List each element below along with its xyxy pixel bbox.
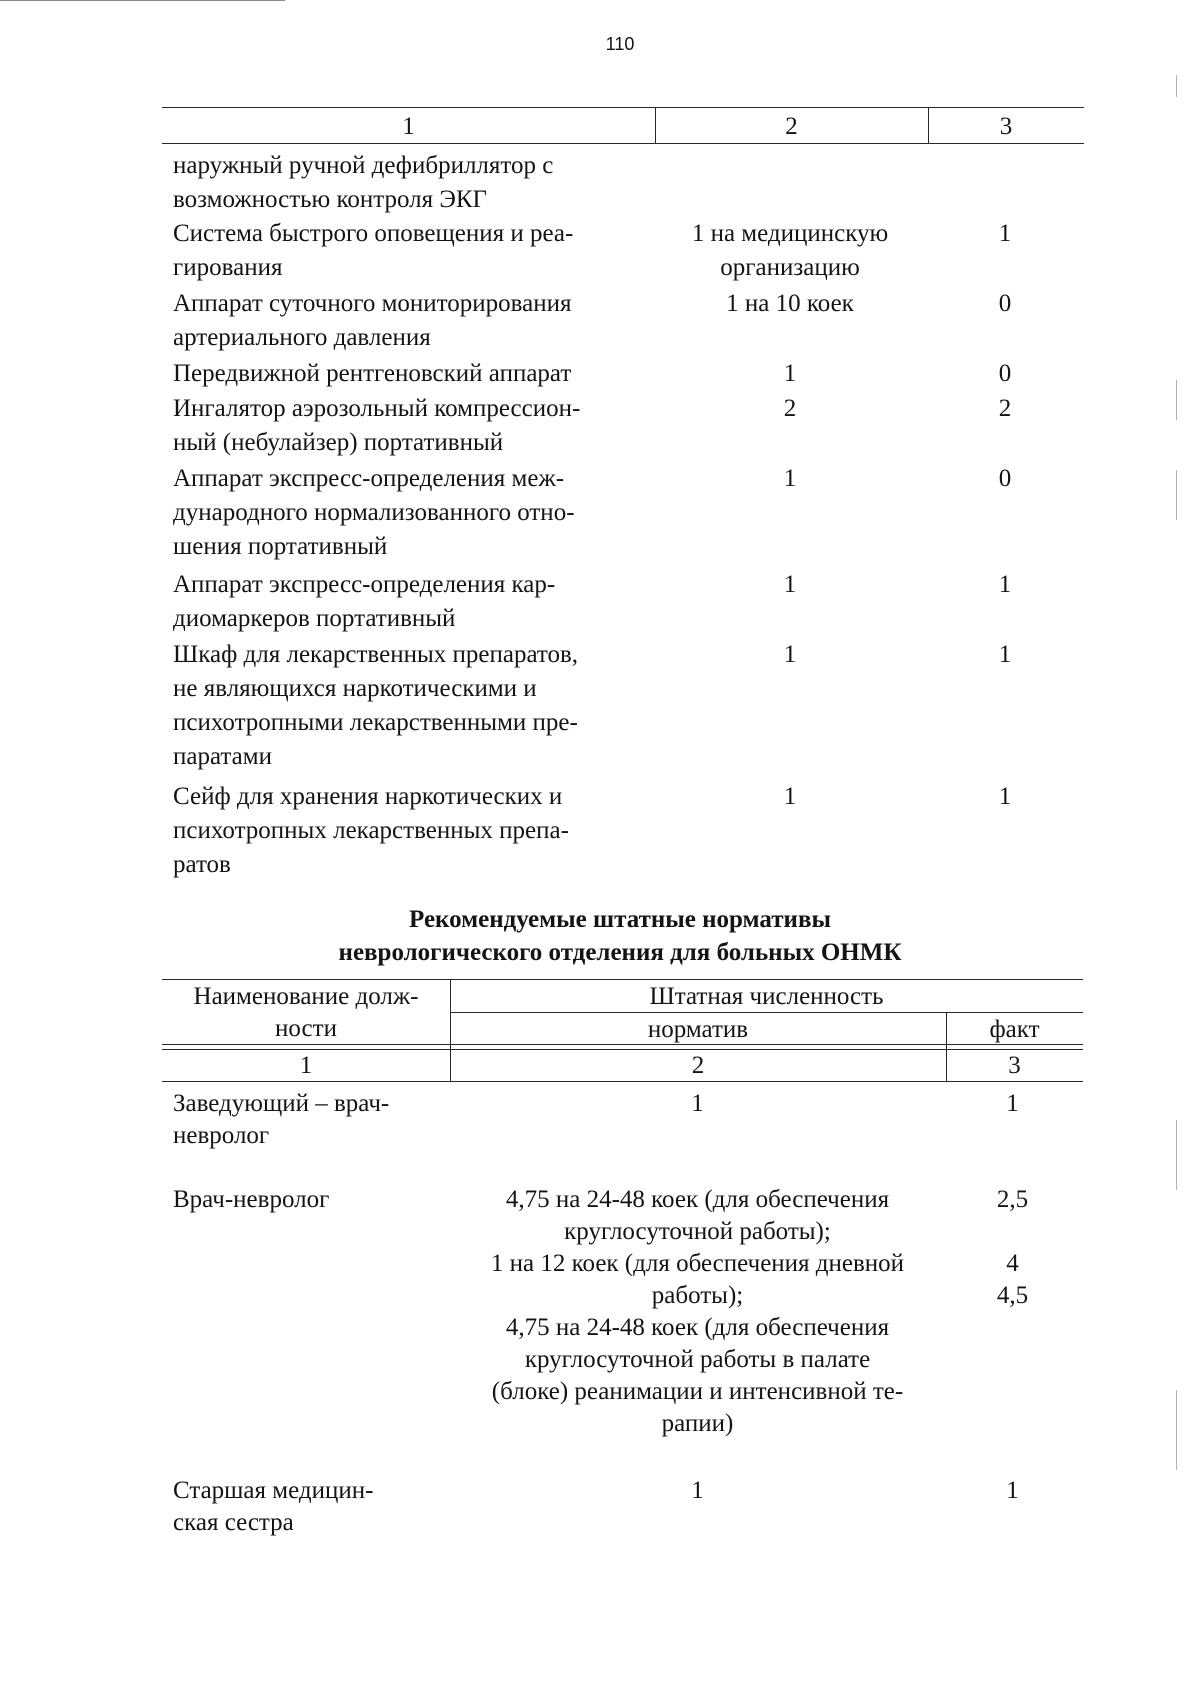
staff-norm: 1 <box>691 1090 704 1117</box>
equipment-quantity: 1 на медицинскую организацию <box>691 220 889 281</box>
header-cell: 1 <box>402 113 415 140</box>
equipment-fact: 0 <box>998 360 1012 387</box>
staff-position: Врач-невролог <box>173 1186 330 1213</box>
staff-header-norm: норматив <box>647 1016 749 1043</box>
equipment-name: Аппарат экспресс-определения кар- диомаркеров портативный <box>173 571 556 632</box>
equipment-fact: 2 <box>998 395 1012 422</box>
equipment-fact: 0 <box>998 290 1012 317</box>
equipment-quantity: 1 <box>783 571 797 598</box>
staff-position: Старшая медицин- ская сестра <box>173 1477 374 1536</box>
staff-number-row-rule <box>162 1081 1083 1082</box>
scan-speck <box>1176 1390 1177 1470</box>
equipment-fact: 1 <box>998 641 1012 668</box>
equipment-name: Передвижной рентгеновский аппарат <box>173 360 572 387</box>
staff-norm: 1 <box>691 1477 704 1504</box>
section-title-line-2: неврологического отделения для больных ОНМК <box>338 939 902 966</box>
scan-speck <box>1176 470 1177 520</box>
equipment-name: Шкаф для лекарственных препаратов, не являющихся наркотическими и психотропными лекарственными пре- паратами <box>173 641 579 770</box>
equipment-quantity: 1 <box>783 360 797 387</box>
staff-norm: 4,75 на 24-48 коек (для обеспечения круглосуточной работы); 1 на 12 коек (для обеспечения дневной работы); 4,75 на 24-48 коек (для обеспечения круглосуточной работы в палате (блоке) реанимации и интенсивной те- рапии) <box>490 1186 905 1437</box>
equipment-name: наружный ручной дефибриллятор с возможностью контроля ЭКГ <box>173 152 554 213</box>
staff-col-number: 2 <box>691 1052 705 1079</box>
equipment-name: Система быстрого оповещения и реа- гирования <box>173 220 574 281</box>
equipment-name: Сейф для хранения наркотических и психотропных лекарственных препа- ратов <box>173 783 569 878</box>
equipment-name: Аппарат суточного мониторирования артериального давления <box>173 290 572 351</box>
staff-header-double-rule-b <box>162 1049 1083 1050</box>
equipment-name: Аппарат экспресс-определения меж- дународного нормализованного отно- шения портативный <box>173 465 575 560</box>
table-top-rule <box>162 107 1084 108</box>
staff-fact: 1 <box>1006 1090 1019 1117</box>
staff-col-number: 1 <box>299 1052 313 1079</box>
section-title-line-1: Рекомендуемые штатные нормативы <box>409 906 831 933</box>
scan-artifact-line <box>0 0 285 1</box>
staff-header-fact: факт <box>989 1016 1040 1043</box>
staff-header-position: Наименование долж- ности <box>193 983 419 1042</box>
equipment-fact: 1 <box>998 783 1012 810</box>
staff-fact: 1 <box>1006 1477 1019 1504</box>
staff-table-top-rule <box>162 979 1083 980</box>
equipment-name: Ингалятор аэрозольный компрессион- ный (небулайзер) портативный <box>173 395 581 456</box>
page-number: 110 <box>605 34 635 54</box>
staff-position: Заведующий – врач- невролог <box>173 1090 390 1149</box>
equipment-fact: 1 <box>998 571 1012 598</box>
equipment-fact: 1 <box>998 220 1012 247</box>
staff-header-staffing: Штатная численность <box>649 983 884 1010</box>
header-cell: 3 <box>999 113 1013 140</box>
equipment-quantity: 1 на 10 коек <box>726 290 854 317</box>
equipment-quantity: 1 <box>783 641 797 668</box>
header-cell: 2 <box>785 113 798 140</box>
scan-speck <box>1176 1120 1177 1190</box>
equipment-quantity: 1 <box>783 465 797 492</box>
staff-fact: 2,5 4 4,5 <box>996 1186 1029 1309</box>
equipment-quantity: 1 <box>783 783 797 810</box>
scan-speck <box>1176 380 1177 420</box>
equipment-quantity: 2 <box>783 395 797 422</box>
equipment-fact: 0 <box>998 465 1012 492</box>
table-header-bottom-rule <box>162 143 1084 144</box>
scan-speck <box>1176 75 1177 97</box>
staff-col-number: 3 <box>1008 1052 1021 1079</box>
